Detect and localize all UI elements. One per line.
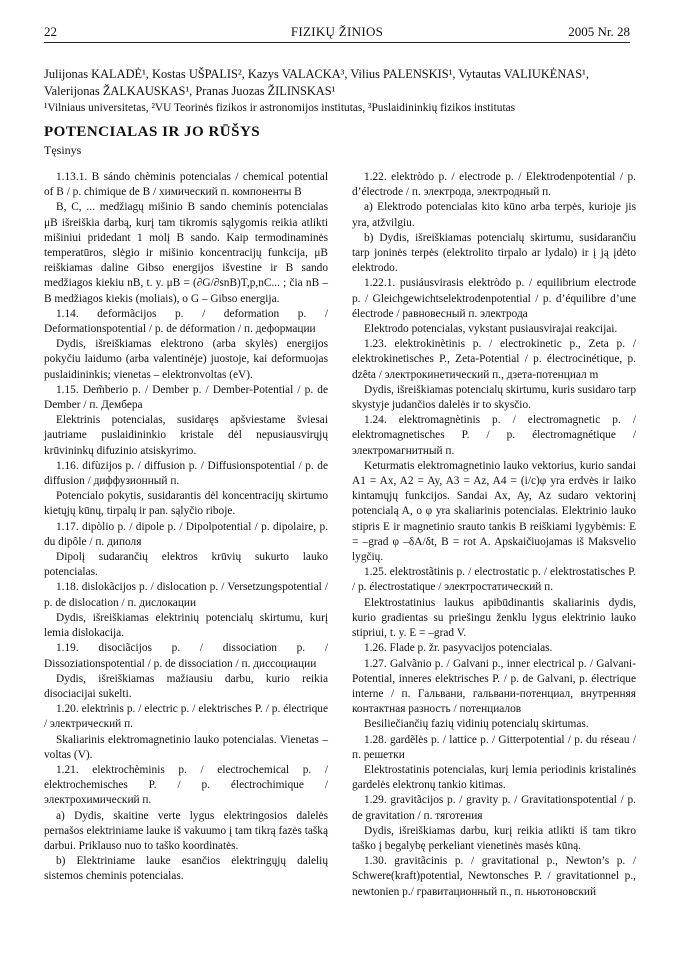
paragraph: 1.22.1. pusiáusvirasis elektròdo p. / equilibrium electrode p. / Gleichgewichtselektrodenpotential / p. d’équilibre d’une électrode / равновесный п. электрода <box>352 277 636 320</box>
paragraph: 1.23. elektrokinètinis p. / electrokinetic p., Zeta p. / elektrokinetisches P., Zeta-Potential / p. électrocinétique, p. dzêta / электрокинетический п., дзета-потенциал m <box>352 338 636 381</box>
paragraph: 1.19. disociãcijos p. / dissociation p. / Dissoziationspotential / p. de dissociation / п. диссоциации <box>44 642 328 670</box>
paragraph: a) Elektrodo potencialas kito kūno arba terpės, kurioje jis yra, atžvilgiu. <box>352 201 636 229</box>
paragraph: Skaliarinis elektromagnetinio lauko potencialas. Vienetas – voltas (V). <box>44 733 328 761</box>
paragraph: Elektrinis potencialas, susidaręs apšviestame šviesai jautriame puslaidininkio kristale dėl nepusiausvirųjų krūvininkų difuzinio atsiskyrimo. <box>44 414 328 457</box>
paragraph: 1.25. elektrostãtinis p. / electrostatic p. / elektrostatisches P. / p. électrostatique / электростатический п. <box>352 566 636 594</box>
authors-line-2: Valerijonas ŽALKAUSKAS¹, Pranas Juozas ŽILINSKAS¹ <box>44 84 336 98</box>
paragraph: 1.26. Flade p. žr. pasyvacijos potencialas. <box>364 642 553 655</box>
paragraph: 1.14. deformãcijos p. / deformation p. / Deformationspotential / p. de déformation / п. деформации <box>44 307 328 336</box>
paragraph: Besiliečiančių fazių vidinių potencialų skirtumas. <box>364 718 589 731</box>
page-number: 22 <box>44 24 57 39</box>
paragraph: Dydis, išreiškiamas elektrinių potencialų skirtumu, kurį lemia dislokacija. <box>44 611 328 640</box>
paragraph: Potencialo pokytis, susidarantis dėl koncentracijų skirtumo kietųjų kūnų, tirpalų ir pan. sąlyčio riboje. <box>44 490 328 518</box>
paragraph: Dydis, išreiškiamas elektrono (arba skylės) energijos pokyčiu laidumo (arba valentinėje) juostoje, kai deformuojas puslaidininkis; vienetas – elektronvoltas (eV). <box>44 338 328 381</box>
paragraph: 1.28. gardẽlės p. / lattice p. / Gitterpotential / p. du réseau / п. решетки <box>352 733 636 761</box>
paragraph: Elektrostatinis potencialas, kurį lemia periodinis kristalinės gardelės elektronų tankio kitimas. <box>352 763 636 792</box>
paragraph: 1.13.1. B sándo chèminis potencialas / chemical potential of B / p. chimique de B / химический п. компоненты B <box>44 171 328 199</box>
paragraph: Elektrodo potencialas, vykstant pusiausvirajai reakcijai. <box>364 323 618 336</box>
paragraph: a) Dydis, skaitine verte lygus elektringosios dalelės pernašos elektriniame lauke iš vakuumo į tam tikrą fazės tašką darbui. Priklauso nuo to taško koordinatės. <box>44 809 328 852</box>
header-rule <box>44 42 630 43</box>
paragraph: 1.21. elektrochèminis p. / electrochemical p. / elektrochemisches P. / p. électrochimique / электрохимический п. <box>44 763 328 807</box>
left-column <box>44 170 328 885</box>
journal-title: FIZIKŲ ŽINIOS <box>290 24 384 39</box>
paragraph: b) Dydis, išreiškiamas potencialų skirtumu, susidarančiu tarp joninės terpės (elektrolito tirpalo ar lydalo) ir į ją įdėto elektrodo. <box>352 231 636 275</box>
article-title: POTENCIALAS IR JO RŪŠYS <box>44 124 261 140</box>
paragraph: 1.30. gravitãcinis p. / gravitational p., Newton’s p. / Schwere(kraft)potential, Newtonsches P. / gravitationnel p., newtonien p./ гравитационный п., п. ньютоновский <box>352 855 636 898</box>
right-column <box>352 170 636 900</box>
paragraph: Elektrostatinius laukus apibūdinantis skaliarinis dydis, kurio gradientas su priešingu ženklu lygus elektrinio lauko stipriui, t. y. E = –grad V. <box>352 596 636 640</box>
paragraph: 1.29. gravitãcijos p. / gravity p. / Gravitationspotential / p. de gravitation / п. тяготения <box>352 794 636 822</box>
paragraph: Dydis, išreiškiamas mažiausiu darbu, kurio reikia disociacijai sukelti. <box>44 672 328 700</box>
paragraph: 1.20. elektrìnis p. / electric p. / elektrisches P. / p. électrique / электрический п. <box>44 703 328 731</box>
issue-label: 2005 Nr. 28 <box>568 24 630 39</box>
paragraph: 1.22. elektròdo p. / electrode p. / Elektrodenpotential / p. d’électrode / п. электрода, электродный п. <box>352 171 636 199</box>
continuation-label: Tęsinys <box>44 143 82 157</box>
paragraph: Dydis, išreiškiamas darbu, kurį reikia atlikti iš tam tikro taško į begalybę perkeliant vienetinės masės kūną. <box>352 824 636 852</box>
paragraph: 1.16. difùzijos p. / diffusion p. / Diffusionspotential / p. de diffusion / диффузионный п. <box>44 459 328 488</box>
paragraph: 1.24. elektromagnètinis p. / electromagnetic p. / elektromagnetisches P. / p. électromagnétique / электромагнитный п. <box>352 414 636 457</box>
paragraph: 1.17. dipòlio p. / dipole p. / Dipolpotential / p. dipolaire, p. du dipôle / п. диполя <box>44 520 328 548</box>
paragraph: 1.15. Dem̃berio p. / Dember p. / Dember-Potential / p. de Dember / п. Дембера <box>44 383 328 412</box>
authors-line-1: Julijonas KALADĖ¹, Kostas UŠPALIS², Kazys VALACKA³, Vilius PALENSKIS¹, Vytautas VALIUKĖNAS¹, <box>44 67 589 81</box>
paragraph: b) Elektriniame lauke esančios elektringųjų dalelių sistemos cheminis potencialas. <box>44 855 328 883</box>
paragraph: 1.18. dislokãcijos p. / dislocation p. / Versetzungspotential / p. de dislocation / п. дислокации <box>44 581 328 609</box>
paragraph: Dydis, išreiškiamas potencialų skirtumu, kuris susidaro tarp skystyje judančios dalelės ir to skysčio. <box>352 383 636 412</box>
paragraph: Keturmatis elektromagnetinio lauko vektorius, kurio sandai A1 = Ax, A2 = Ay, A3 = Az, A4 = (i/c)φ yra erdvės ir laiko kintamųjų funkcijos. Sandai Ax, Ay, Az sudaro vektorinį potencialą A, o φ yra skaliarinis potencialas. Elektrinio lauko stipris E ir magnetinio srauto tankis B reiškiami lygybėmis: E = –grad φ –δA/δt, B = rot A. Apskaičiuojamas iš Maksvelio lygčių. <box>352 459 636 564</box>
page-header <box>44 24 630 40</box>
paragraph: Dipolį sudarančių elektros krūvių sukurto lauko potencialas. <box>44 551 328 579</box>
authors-block <box>44 66 632 117</box>
paragraph: 1.27. Galvãnio p. / Galvani p., inner electrical p. / Galvani-Potential, inneres elektrisches P. / p. de Galvani, p. électrique interne / п. Гальвани, гальвани-потенциал, внутренняя контактная разность / потенциалов <box>352 657 636 716</box>
affiliations: ¹Vilniaus universitetas, ²VU Teorinės fizikos ir astronomijos institutas, ³Puslaidininkių fizikos institutas <box>44 102 516 114</box>
paragraph: B, C, ... medžiagų mišinio B sando cheminis potencialas μB išreiškia darbą, kurį tam tikromis sąlygomis reikia atlikti mišiniui pridedant 1 molį B sando. Kaip termodinaminės temperatūros, slėgio ir mišinio koncentracijų funkcija, μB reiškiamas daline Gibso energijos išvestine ir B sando medžiagos kiekiu nB, t. y. μB = (∂G/∂snB)T,p,nC... ; čia nB – B medžiagos kiekis (moliais), o G – Gibso energija. <box>44 201 328 305</box>
